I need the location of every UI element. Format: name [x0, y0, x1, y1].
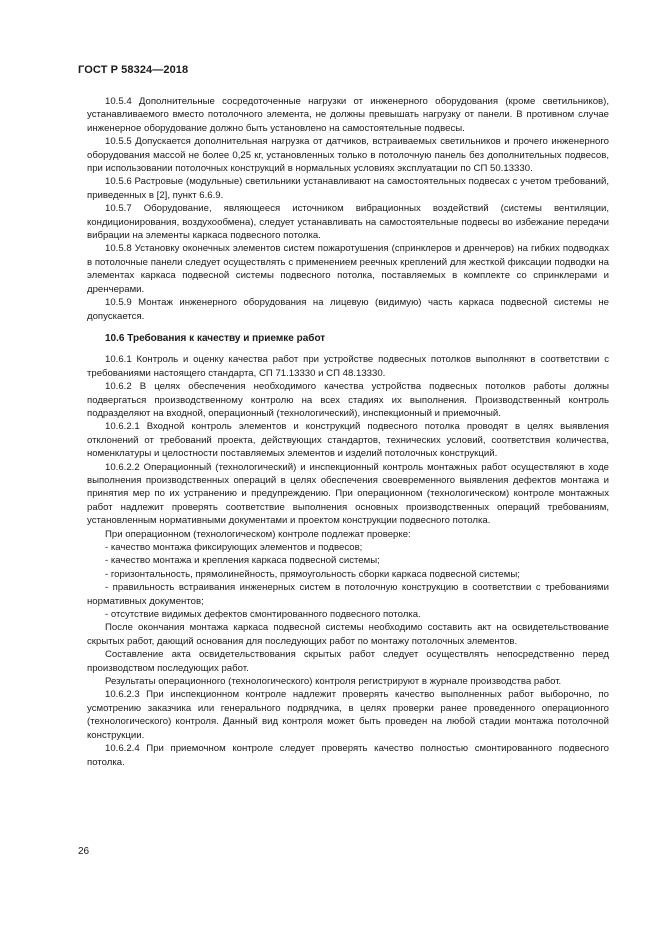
paragraph-10-6-2-4: 10.6.2.4 При приемочном контроле следует проверять качество полностью смонтированного подвесного потолка. — [87, 743, 609, 768]
paragraph-10-5-7: 10.5.7 Оборудование, являющееся источником вибрационных воздействий (системы вентиляции, кондиционирования, воздухообмена), следует устанавливать на самостоятельные подвесы во избежание передачи вибрации на элементы каркаса подвесного потолка. — [87, 203, 609, 242]
paragraph-10-6-1: 10.6.1 Контроль и оценку качества работ при устройстве подвесных потолков выполняют в соответствии с требованиями настоящего стандарта, СП 71.13330 и СП 48.13330. — [87, 354, 609, 379]
paragraph-10-5-5: 10.5.5 Допускается дополнительная нагрузка от датчиков, встраиваемых светильников и прочего инженерного оборудования массой не более 0,25 кг, установленных только в потолочную панель без дополнительных подвесов, при использовании потолочных конструкций в нормальных условиях эксплуатации по СП 50.13330. — [87, 136, 609, 175]
paragraph-10-5-8: 10.5.8 Установку оконечных элементов систем пожаротушения (спринклеров и дренчеров) на гибких подводках в потолочные панели следует осуществлять с применением реечных креплений для жесткой фиксации подводки на элементах каркаса подвесной системы подвесного потолка, поставляемых в комплекте со спринклерами и дренчерами. — [87, 243, 609, 295]
paragraph-10-5-9: 10.5.9 Монтаж инженерного оборудования на лицевую (видимую) часть каркаса подвесной системы не допускается. — [87, 297, 609, 322]
paragraph-10-6-2: 10.6.2 В целях обеспечения необходимого качества устройства подвесных потолков работы должны подвергаться производственному контролю на всех стадиях их выполнения. Производственный контроль подразделяют на входной, операционный (технологический), инспекционный и приемочный. — [87, 381, 609, 419]
paragraph-10-6-2-3: 10.6.2.3 При инспекционном контроле надлежит проверять качество выполненных работ выборочно, по усмотрению заказчика или генерального подрядчика, в целях проверки ранее проведенного операционного (технологического) контроля. Данный вид контроля может быть проведен на любой стадии монтажа потолочной конструкции. — [87, 689, 609, 741]
paragraph-results-log: Результаты операционного (технологического) контроля регистрируют в журнале производства работ. — [105, 676, 562, 688]
paragraph-10-5-6: 10.5.6 Растровые (модульные) светильники устанавливают на самостоятельных подвесах с учетом требований, приведенных в [2], пункт 6.6.9. — [87, 176, 609, 201]
list-item: - правильность встраивания инженерных систем в потолочную конструкцию в соответствии с требованиями нормативных документов; — [87, 582, 609, 607]
list-item: - качество монтажа и крепления каркаса подвесной системы; — [105, 555, 380, 567]
document-body — [87, 95, 609, 769]
list-item: - горизонтальность, прямолинейность, прямоугольность сборки каркаса подвесной системы; — [105, 568, 520, 580]
list-item: - качество монтажа фиксирующих элементов и подвесов; — [105, 542, 363, 553]
paragraph-check-intro: При операционном (технологическом) контроле подлежат проверке: — [105, 528, 411, 540]
section-heading-10-6: 10.6 Требования к качеству и приемке работ — [105, 332, 326, 344]
paragraph-act-hidden-works: После окончания монтажа каркаса подвесной системы необходимо составить акт на освидетельствование скрытых работ, дающий основания для последующих работ по монтажу потолочных элементов. — [87, 622, 609, 647]
paragraph-10-6-2-1: 10.6.2.1 Входной контроль элементов и конструкций подвесного потолка проводят в целях выявления отклонений от требований проекта, действующих стандартов, технических условий, соответствия количества, номенклатуры и целостности поставляемых элементов и изделий потолочных конструкций. — [87, 421, 609, 460]
paragraph-act-timing: Составление акта освидетельствования скрытых работ следует осуществлять непосредственно перед производством последующих работ. — [87, 649, 609, 674]
list-item: - отсутствие видимых дефектов смонтированного подвесного потолка. — [105, 609, 421, 621]
document-header: ГОСТ Р 58324—2018 — [78, 64, 189, 76]
paragraph-10-5-4: 10.5.4 Дополнительные сосредоточенные нагрузки от инженерного оборудования (кроме светильников), устанавливаемого вместо потолочного элемента, не должны превышать нагрузку от панели. В противном случае инженерное оборудование должно быть установлено на самостоятельные подвесы. — [87, 96, 609, 134]
page-number: 26 — [78, 846, 90, 857]
paragraph-10-6-2-2: 10.6.2.2 Операционный (технологический) и инспекционный контроль монтажных работ осуществляют в ходе выполнения производственных операций в целях обеспечения своевременного выявления дефектов монтажа и принятия мер по их устранению и предупреждению. При операционном (технологическом) контроле монтажных работ надлежит проверять соответствие выполнения основных производственных операций требованиям, установленным нормативными документами и проектом конструкции подвесного потолка. — [87, 461, 609, 527]
